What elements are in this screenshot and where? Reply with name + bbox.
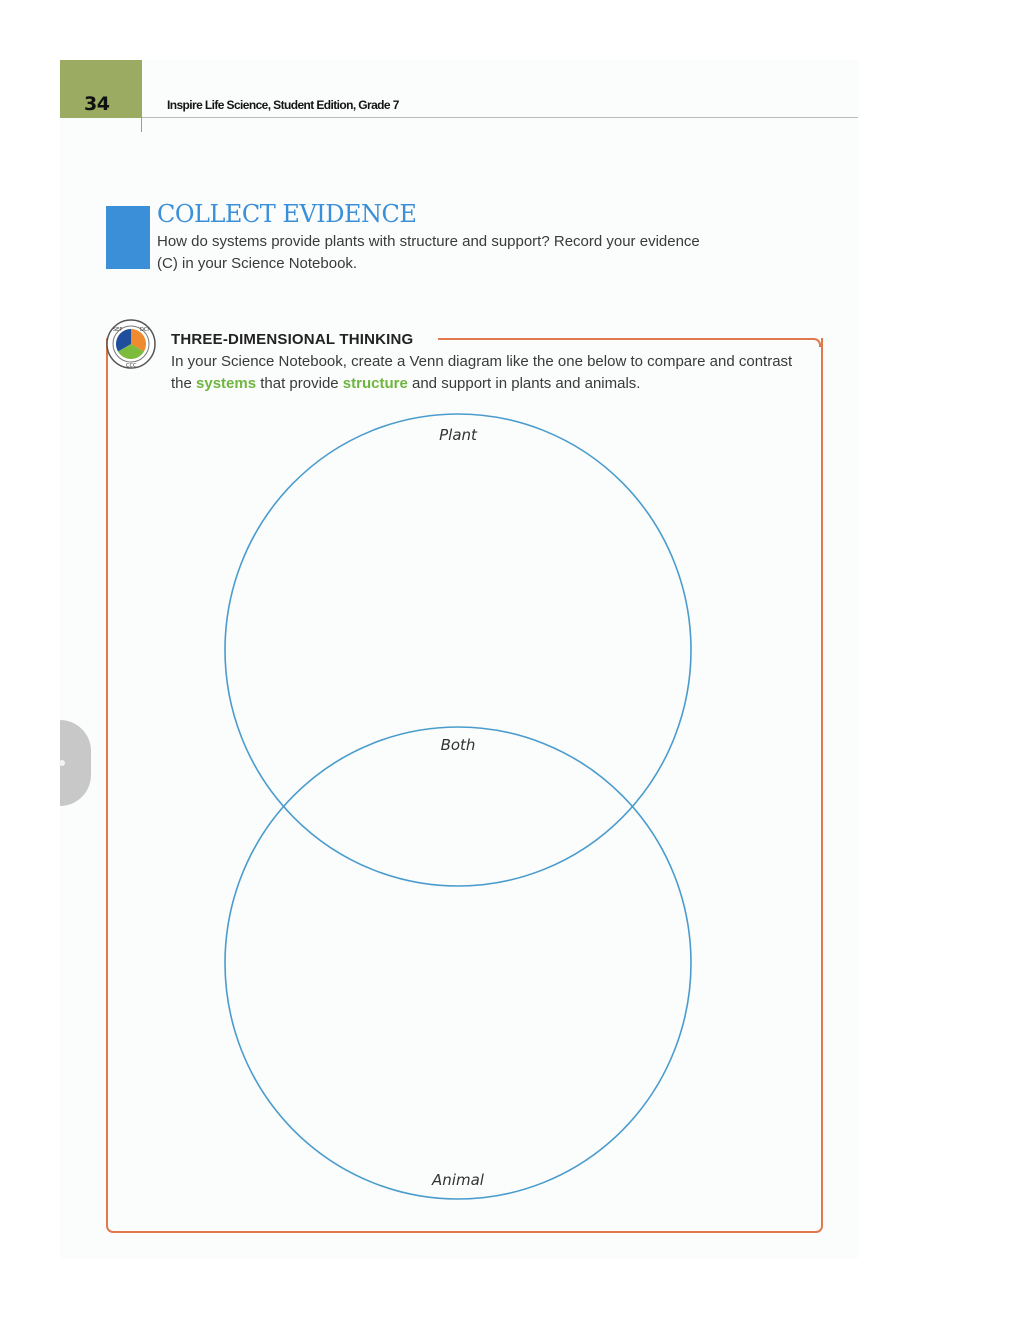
collect-evidence-title: COLLECT EVIDENCE [157, 200, 417, 228]
three-d-thinking-heading: THREE-DIMENSIONAL THINKING [171, 331, 414, 348]
term-systems: systems [196, 375, 257, 392]
venn-label-both: Both [440, 736, 476, 754]
instruction-text-after: and support in plants and animals. [407, 375, 641, 392]
book-title: Inspire Life Science, Student Edition, Grade 7 [167, 98, 399, 112]
venn-circle-plant [225, 414, 691, 886]
instruction-text-before: In your Science Notebook, create a Venn diagram like the one below to compare and contrast the [171, 353, 793, 392]
collect-evidence-text: How do systems provide plants with structure and support? Record your evidence (C) in your Science Notebook. [157, 233, 700, 272]
page-number: 34 [84, 93, 110, 115]
side-tab-dot [59, 760, 65, 766]
ccc-label: CCC [126, 363, 137, 369]
venn-label-animal: Animal [432, 1171, 484, 1189]
term-structure: structure [342, 375, 408, 392]
sep-label: SEP [113, 327, 123, 333]
instruction-text-middle: that provide [256, 375, 343, 392]
dci-label: DCI [140, 327, 149, 333]
venn-label-plant: Plant [439, 426, 477, 444]
venn-circle-animal [225, 727, 691, 1199]
